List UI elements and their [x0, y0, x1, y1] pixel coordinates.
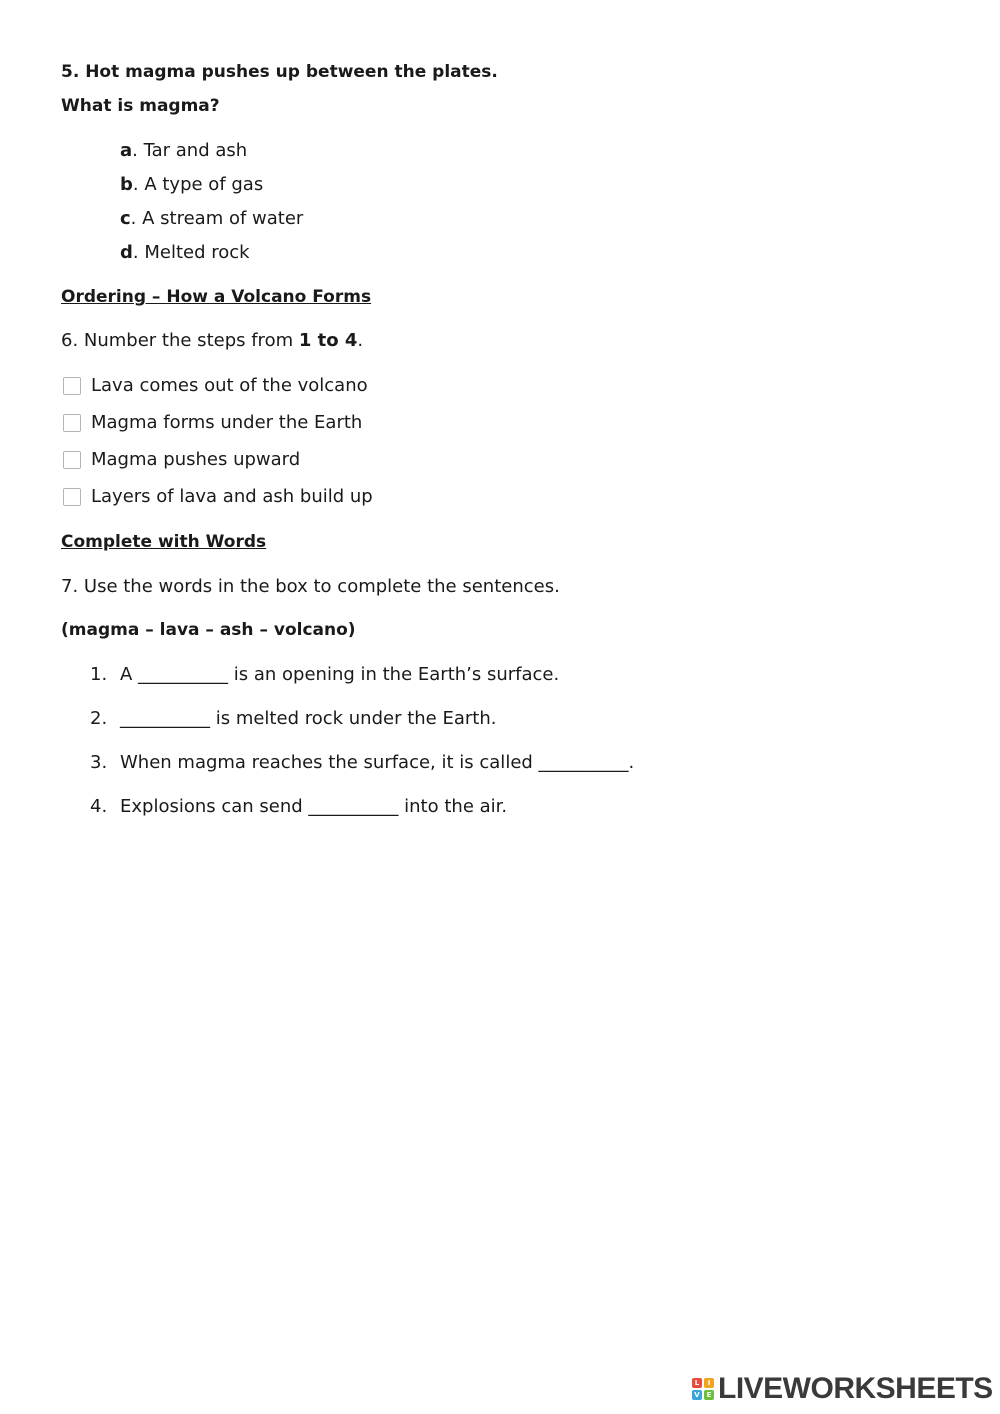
sentence-item	[90, 664, 559, 685]
question-7-instruction: 7. Use the words in the box to complete the sentences.	[61, 576, 560, 597]
step-number-box[interactable]	[63, 414, 81, 432]
instruction-text: 6. Number the steps from	[61, 330, 299, 351]
ordering-step	[63, 449, 300, 470]
step-number-box[interactable]	[63, 377, 81, 395]
option-d[interactable]	[120, 242, 250, 263]
instruction-end: .	[357, 330, 364, 351]
option-letter: a	[120, 140, 133, 161]
logo-letter: E	[704, 1390, 714, 1400]
option-text: . Melted rock	[132, 242, 250, 263]
step-number-box[interactable]	[63, 451, 81, 469]
sentence-item	[90, 752, 634, 773]
sentence-number: 2.	[90, 708, 108, 729]
logo-letter: L	[692, 1378, 702, 1388]
question-6-instruction	[61, 330, 363, 351]
ordering-step	[63, 412, 362, 433]
complete-heading: Complete with Words	[61, 532, 267, 552]
step-text: Layers of lava and ash build up	[91, 486, 373, 507]
ordering-heading: Ordering – How a Volcano Forms	[61, 287, 372, 307]
option-letter: d	[120, 242, 133, 263]
option-c[interactable]	[120, 208, 303, 229]
ordering-step	[63, 375, 368, 396]
step-text: Magma forms under the Earth	[91, 412, 363, 433]
sentence-item	[90, 796, 507, 817]
sentence-number: 3.	[90, 752, 108, 773]
option-text: . A stream of water	[130, 208, 304, 229]
ordering-step	[63, 486, 373, 507]
logo-mark-icon	[692, 1378, 714, 1400]
option-text: . A type of gas	[132, 174, 264, 195]
instruction-range: 1 to 4	[298, 330, 358, 351]
sentence-text[interactable]: __________ is melted rock under the Earth.	[120, 708, 497, 729]
sentence-text[interactable]: When magma reaches the surface, it is called __________.	[120, 752, 635, 773]
option-letter: b	[120, 174, 133, 195]
sentence-item	[90, 708, 496, 729]
sentence-number: 4.	[90, 796, 108, 817]
logo-letter: V	[692, 1390, 702, 1400]
question-5-prompt: What is magma?	[61, 96, 220, 116]
logo-text: LIVEWORKSHEETS	[718, 1372, 993, 1405]
option-letter: c	[120, 208, 131, 229]
liveworksheets-logo	[692, 1372, 993, 1406]
sentence-number: 1.	[90, 664, 108, 685]
sentence-text[interactable]: Explosions can send __________ into the air.	[120, 796, 508, 817]
word-box: (magma – lava – ash – volcano)	[61, 620, 356, 640]
step-text: Magma pushes upward	[91, 449, 301, 470]
sentence-text[interactable]: A __________ is an opening in the Earth’s surface.	[120, 664, 560, 685]
step-text: Lava comes out of the volcano	[91, 375, 368, 396]
logo-letter: I	[704, 1378, 714, 1388]
option-b[interactable]	[120, 174, 263, 195]
step-number-box[interactable]	[63, 488, 81, 506]
question-5-statement: 5. Hot magma pushes up between the plates.	[61, 62, 498, 82]
option-text: . Tar and ash	[132, 140, 248, 161]
option-a[interactable]	[120, 140, 247, 161]
